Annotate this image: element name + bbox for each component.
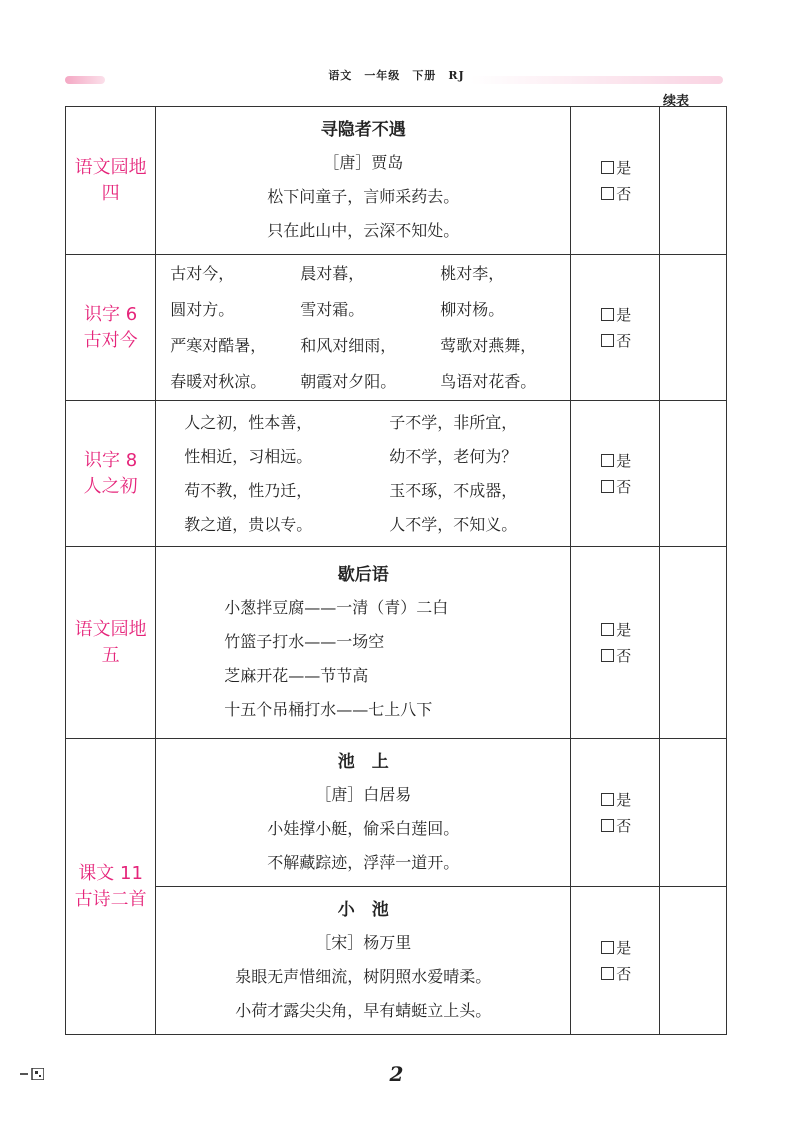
unit-label: 课文 11 <box>78 862 143 884</box>
checkbox-icon <box>601 819 614 832</box>
blank-cell <box>659 107 726 255</box>
blank-cell <box>659 887 726 1035</box>
page-number: 2 <box>389 1062 404 1086</box>
poem-author: ［宋］杨万里 <box>315 932 412 952</box>
no-checkbox[interactable] <box>571 961 659 987</box>
yes-label: 是 <box>616 938 632 957</box>
unit-label: 四 <box>101 182 120 204</box>
poem-author: ［唐］白居易 <box>315 784 412 804</box>
no-label: 否 <box>616 816 632 835</box>
no-label: 否 <box>616 964 632 983</box>
poem-line: 泉眼无声惜细流，树阴照水爱晴柔。 <box>235 966 492 986</box>
grid-item: 晨对暮， <box>300 263 365 283</box>
yes-label: 是 <box>616 620 632 639</box>
unit-label: 五 <box>101 644 120 666</box>
unit-label: 识字 6 <box>84 303 138 325</box>
grid-item: 圆对方。 <box>170 299 235 319</box>
check-cell <box>571 547 660 739</box>
content-cell <box>156 255 571 401</box>
poem-line: 小娃撑小艇，偷采白莲回。 <box>267 818 460 838</box>
check-cell <box>571 401 660 547</box>
grid-item: 春暖对秋凉。 <box>170 371 267 391</box>
checkbox-icon <box>601 967 614 980</box>
grid-item: 鸟语对花香。 <box>440 371 537 391</box>
grid-item: 雪对霜。 <box>300 299 365 319</box>
yes-checkbox[interactable] <box>571 617 659 643</box>
checkbox-icon <box>601 161 614 174</box>
grid-item: 古对今， <box>170 263 235 283</box>
check-cell <box>571 887 660 1035</box>
verse-grid <box>156 406 570 542</box>
checkbox-icon <box>601 623 614 636</box>
grid-item: 人不学，不知义。 <box>389 514 518 534</box>
yes-label: 是 <box>616 790 632 809</box>
unit-cell <box>66 739 156 1035</box>
grid-item: 桃对李， <box>440 263 505 283</box>
poem-title: 寻隐者不遇 <box>320 119 406 140</box>
unit-label: 人之初 <box>83 475 138 497</box>
content-cell <box>156 739 571 887</box>
poem-line: 不解藏踪迹，浮萍一道开。 <box>267 852 460 872</box>
no-checkbox[interactable] <box>571 474 659 500</box>
poem-title: 小 池 <box>337 899 389 920</box>
yes-checkbox[interactable] <box>571 155 659 181</box>
unit-label: 古对今 <box>83 329 138 351</box>
content-cell <box>156 401 571 547</box>
header-grade: 一年级 <box>364 69 401 82</box>
yes-label: 是 <box>616 305 632 324</box>
grid-item: 苟不教，性乃迁， <box>184 480 313 500</box>
grid-item: 教之道，贵以专。 <box>184 514 313 534</box>
checkbox-icon <box>601 941 614 954</box>
poem-author: ［唐］贾岛 <box>323 152 404 172</box>
checkbox-icon <box>601 480 614 493</box>
grid-item: 和风对细雨， <box>300 335 397 355</box>
blank-cell <box>659 547 726 739</box>
checkbox-icon <box>601 334 614 347</box>
unit-label: 语文园地 <box>74 156 147 178</box>
grid-item: 性相近，习相远。 <box>184 446 313 466</box>
yes-checkbox[interactable] <box>571 448 659 474</box>
no-checkbox[interactable] <box>571 328 659 354</box>
grid-item: 严寒对酷暑， <box>170 335 267 355</box>
content-cell <box>156 107 571 255</box>
check-cell <box>571 107 660 255</box>
table-row <box>66 107 727 255</box>
grid-item: 幼不学，老何为？ <box>389 446 518 466</box>
check-cell <box>571 739 660 887</box>
section-title: 歇后语 <box>337 564 389 585</box>
yes-label: 是 <box>616 451 632 470</box>
no-label: 否 <box>616 477 632 496</box>
table-row <box>66 547 727 739</box>
header-term: 下册 <box>412 69 437 82</box>
running-header <box>0 67 793 83</box>
blank-cell <box>659 401 726 547</box>
blank-cell <box>659 739 726 887</box>
no-label: 否 <box>616 646 632 665</box>
unit-cell <box>66 401 156 547</box>
blank-cell <box>659 255 726 401</box>
checkbox-icon <box>601 454 614 467</box>
yes-checkbox[interactable] <box>571 787 659 813</box>
table-row <box>66 739 727 887</box>
checkbox-icon <box>601 793 614 806</box>
table-row <box>66 401 727 547</box>
check-cell <box>571 255 660 401</box>
no-label: 否 <box>616 184 632 203</box>
content-cell <box>156 547 571 739</box>
saying-line: 十五个吊桶打水——七上八下 <box>224 699 433 719</box>
yes-label: 是 <box>616 158 632 177</box>
recitation-table <box>65 106 727 1035</box>
yes-checkbox[interactable] <box>571 935 659 961</box>
grid-item: 子不学，非所宜， <box>389 412 518 432</box>
saying-line: 小葱拌豆腐——一清（青）二白 <box>224 597 449 617</box>
grid-item: 朝霞对夕阳。 <box>300 371 397 391</box>
checkbox-icon <box>601 187 614 200</box>
no-checkbox[interactable] <box>571 643 659 669</box>
unit-label: 语文园地 <box>74 618 147 640</box>
continued-label: 续表 <box>663 94 690 109</box>
saying-line: 芝麻开花——节节高 <box>224 665 369 685</box>
table-row <box>66 255 727 401</box>
no-label: 否 <box>616 331 632 350</box>
grid-item: 玉不琢，不成器， <box>389 480 518 500</box>
unit-label: 识字 8 <box>84 449 138 471</box>
no-checkbox[interactable] <box>571 181 659 207</box>
grid-item: 莺歌对燕舞， <box>440 335 537 355</box>
poem-title: 池 上 <box>337 751 389 772</box>
unit-cell <box>66 107 156 255</box>
content-cell <box>156 887 571 1035</box>
header-edition: RJ <box>448 69 465 82</box>
grid-item: 人之初，性本善， <box>184 412 313 432</box>
grid-item: 柳对杨。 <box>440 299 505 319</box>
unit-label: 古诗二首 <box>74 888 147 910</box>
poem-line: 只在此山中，云深不知处。 <box>267 220 460 240</box>
checkbox-icon <box>601 308 614 321</box>
poem-line: 松下问童子，言师采药去。 <box>267 186 460 206</box>
unit-cell <box>66 255 156 401</box>
couplet-grid <box>156 256 570 400</box>
yes-checkbox[interactable] <box>571 302 659 328</box>
no-checkbox[interactable] <box>571 813 659 839</box>
unit-cell <box>66 547 156 739</box>
table-row <box>66 887 727 1035</box>
saying-line: 竹篮子打水——一场空 <box>224 631 385 651</box>
header-subject: 语文 <box>328 69 353 82</box>
checkbox-icon <box>601 649 614 662</box>
poem-line: 小荷才露尖尖角，早有蜻蜓立上头。 <box>235 1000 492 1020</box>
